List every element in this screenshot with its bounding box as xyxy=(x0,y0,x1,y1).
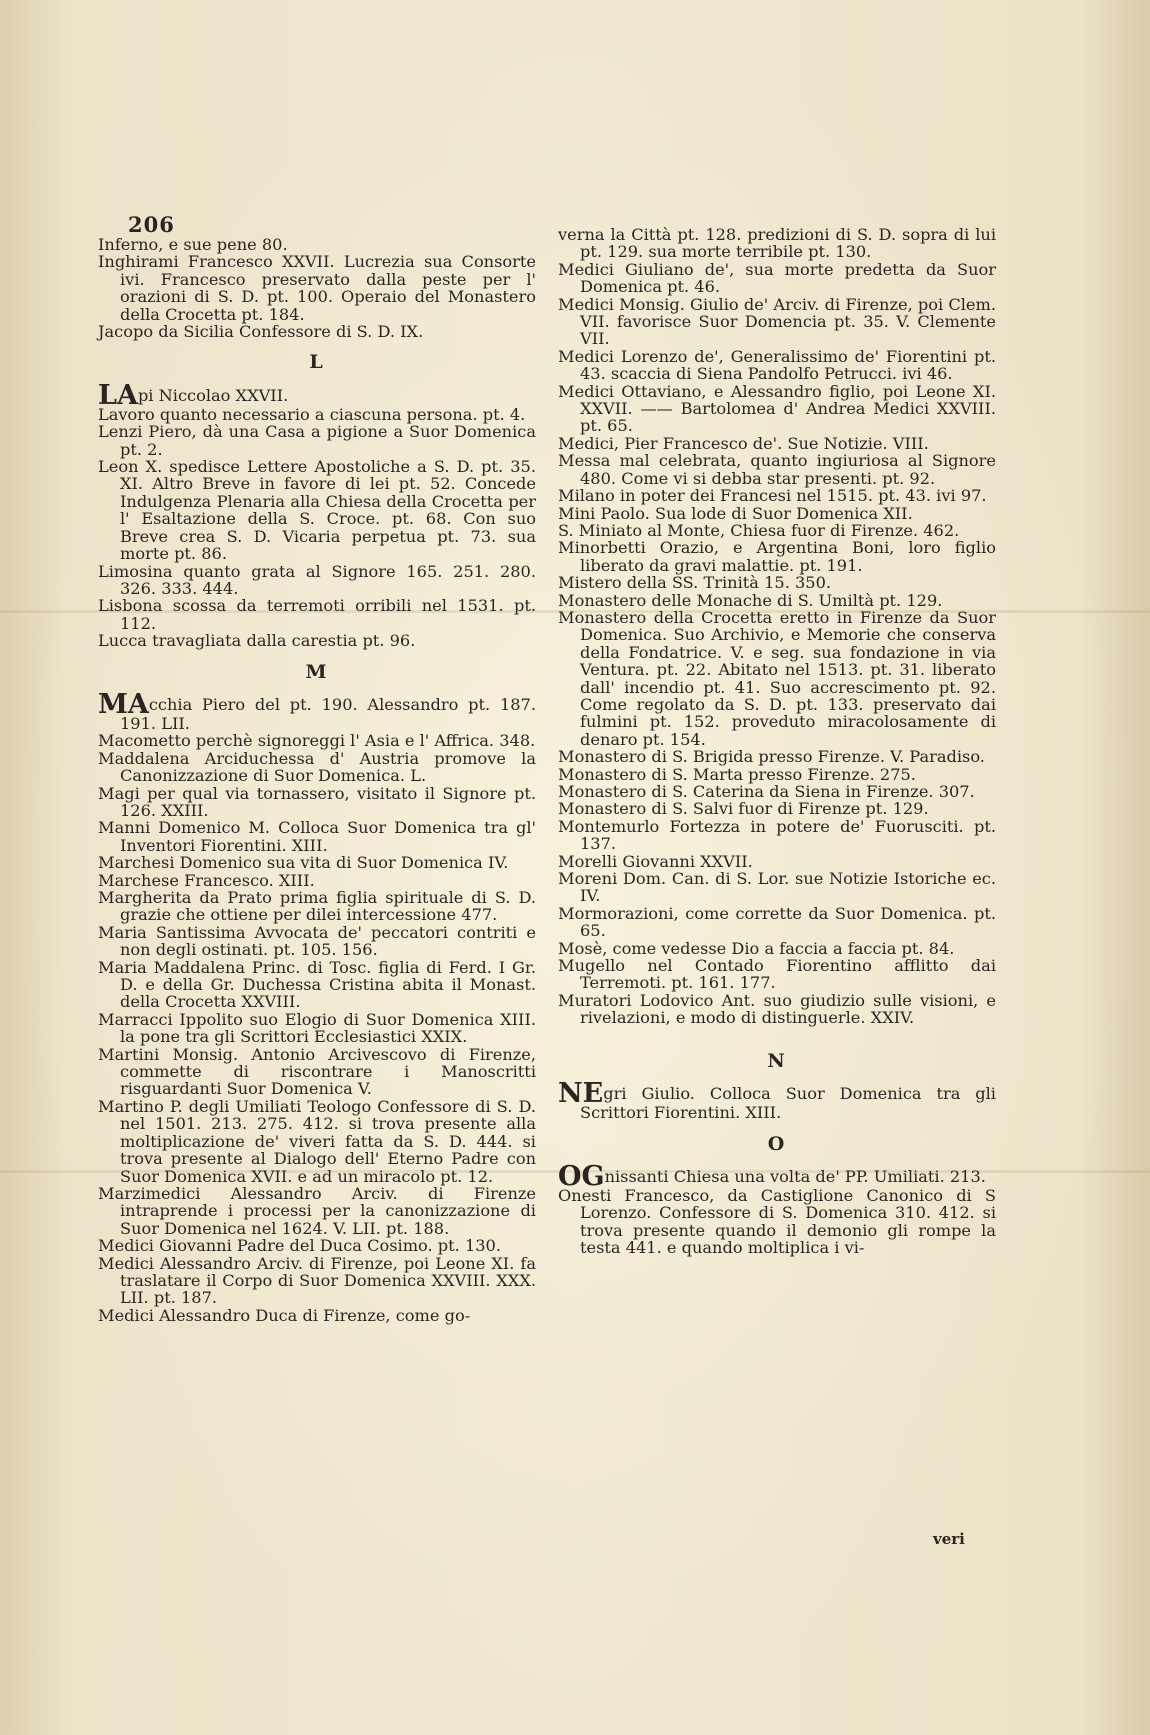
index-entry: Mugello nel Contado Fiorentino afflitto dai Terremoti. pt. 161. 177. xyxy=(558,956,996,993)
index-entry: Macometto perchè signoreggi l' Asia e l' Affrica. 348. xyxy=(98,731,536,751)
initial-cap: MA xyxy=(98,688,149,720)
index-entry: Medici Alessandro Duca di Firenze, come go- xyxy=(98,1305,471,1325)
index-entry: Leon X. spedisce Lettere Apostoliche a S. D. pt. 35. XI. Altro Breve in favore di lei pt. 52. Concede Indulgenza Plenaria alla Chiesa della Crocetta per l' Esaltazione della S. Croce. pt. 68. Con suo Breve crea S. D. Vicaria perpetua pt. 73. sua morte pt. 86. xyxy=(98,457,536,564)
index-entry: Inghirami Francesco XXVII. Lucrezia sua Consorte ivi. Francesco preservato dalla peste per l' orazioni di S. D. pt. 100. Operaio del Monastero della Crocetta pt. 184. xyxy=(98,252,536,324)
index-entry: Mosè, come vedesse Dio a faccia a faccia pt. 84. xyxy=(558,938,955,958)
index-entry: Marchesi Domenico sua vita di Suor Domenica IV. xyxy=(98,853,509,873)
page-number: 206 xyxy=(128,212,175,237)
index-entry: Marchese Francesco. XIII. xyxy=(98,870,315,890)
index-entry: Magi per qual via tornassero, visitato il Signore pt. 126. XXIII. xyxy=(98,783,536,820)
index-entry: Lucca travagliata dalla carestia pt. 96. xyxy=(98,631,416,651)
entry-text: pi Niccolao XXVII. xyxy=(137,385,289,405)
section-letter-n: N xyxy=(767,1049,787,1072)
index-entry xyxy=(98,379,536,411)
index-entry: Monastero delle Monache di S. Umiltà pt. 129. xyxy=(558,590,943,610)
index-entry: S. Miniato al Monte, Chiesa fuor di Firenze. 462. xyxy=(558,520,960,540)
index-entry: Montemurlo Fortezza in potere de' Fuorusciti. pt. 137. xyxy=(558,816,996,854)
index-entry: Medici Monsig. Giulio de' Arciv. di Firenze, poi Clem. VII. favorisce Suor Domencia pt. 35. V. Clemente VII. xyxy=(558,294,996,349)
initial-cap: LA xyxy=(98,379,138,411)
index-entry: Minorbetti Orazio, e Argentina Boni, loro figlio liberato da gravi malattie. pt. 191. xyxy=(558,538,996,575)
index-entry: Maria Santissima Avvocata de' peccatori contriti e non degli ostinati. pt. 105. 156. xyxy=(98,922,536,960)
index-entry xyxy=(558,1078,996,1123)
section-letter-m: M xyxy=(305,660,329,683)
section-letter-o: O xyxy=(767,1132,787,1155)
index-entry xyxy=(98,688,536,733)
index-entry: Martini Monsig. Antonio Arcivescovo di Firenze, commette di riscontrare i Manoscritti risguardanti Suor Domenica V. xyxy=(98,1044,536,1099)
index-entry: Muratori Lodovico Ant. suo giudizio sulle visioni, e rivelazioni, e modo di distinguerle. XXIV. xyxy=(558,990,996,1028)
index-entry: Marracci Ippolito suo Elogio di Suor Domenica XIII. la pone tra gli Scrittori Ecclesiastici XXIX. xyxy=(98,1009,536,1047)
index-entry: Monastero di S. Salvi fuor di Firenze pt. 129. xyxy=(558,799,929,819)
index-entry: Maddalena Arciduchessa d' Austria promove la Canonizzazione di Suor Domenica. L. xyxy=(98,748,536,786)
index-entry xyxy=(558,1160,996,1192)
index-entry: Milano in poter dei Francesi nel 1515. pt. 43. ivi 97. xyxy=(558,486,987,506)
right-column xyxy=(558,226,996,1257)
index-entry: Monastero della Crocetta eretto in Firenze da Suor Domenica. Suo Archivio, e Memorie che conserva della Fondatrice. V. e seg. sua fondazione in via Ventura. pt. 22. Abitato nel 1513. pt. 31. liberato dall' incendio pt. 41. Suo accrescimento pt. 92. Come regolato da S. D. pt. 133. preservato dai fulmini pt. 152. proveduto miracolosamente di denaro pt. 154. xyxy=(558,607,996,749)
index-entry: Medici Giovanni Padre del Duca Cosimo. pt. 130. xyxy=(98,1236,501,1256)
index-entry: Inferno, e sue pene 80. xyxy=(98,235,288,254)
entry-text: cchia Piero del pt. 190. Alessandro pt. 187. 191. LII. xyxy=(120,694,536,733)
index-entry: Limosina quanto grata al Signore 165. 251. 280. 326. 333. 444. xyxy=(98,561,536,598)
index-entry: Lenzi Piero, dà una Casa a pigione a Suor Domenica pt. 2. xyxy=(98,422,536,459)
entry-text: nissanti Chiesa una volta de' PP. Umiliati. 213. xyxy=(604,1166,986,1186)
initial-cap: OG xyxy=(558,1160,605,1192)
index-entry: Medici, Pier Francesco de'. Sue Notizie. VIII. xyxy=(558,433,929,453)
index-entry: Monastero di S. Caterina da Siena in Firenze. 307. xyxy=(558,782,975,801)
catchword: veri xyxy=(933,1530,965,1548)
index-entry: Maria Maddalena Princ. di Tosc. figlia di Ferd. I Gr. D. e della Gr. Duchessa Cristina abita il Monast. della Crocetta XXVIII. xyxy=(98,957,536,1012)
index-entry: Margherita da Prato prima figlia spirituale di S. D. grazie che ottiene per dilei intercessione 477. xyxy=(98,888,536,925)
index-entry: Morelli Giovanni XXVII. xyxy=(558,851,753,871)
index-entry: Monastero di S. Brigida presso Firenze. V. Paradiso. xyxy=(558,747,985,767)
index-entry: Mormorazioni, come corrette da Suor Domenica. pt. 65. xyxy=(558,903,996,941)
index-entry: Moreni Dom. Can. di S. Lor. sue Notizie Istoriche ec. IV. xyxy=(558,869,996,906)
index-entry: Mini Paolo. Sua lode di Suor Domenica XII. xyxy=(558,503,913,523)
index-entry: Mistero della SS. Trinità 15. 350. xyxy=(558,573,832,593)
index-entry: Medici Giuliano de', sua morte predetta da Suor Domenica pt. 46. xyxy=(558,259,996,297)
index-entry: Lisbona scossa da terremoti orribili nel 1531. pt. 112. xyxy=(98,596,536,633)
section-letter-l: L xyxy=(309,351,325,374)
index-entry: Manni Domenico M. Colloca Suor Domenica tra gl' Inventori Fiorentini. XIII. xyxy=(98,818,536,855)
entry-text: gri Giulio. Colloca Suor Domenica tra gli Scrittori Fiorentini. XIII. xyxy=(580,1084,996,1123)
index-entry: Medici Ottaviano, e Alessandro figlio, poi Leone XI. XXVII. —— Bartolomea d' Andrea Medici XXVIII. pt. 65. xyxy=(558,381,996,436)
index-entry: Medici Lorenzo de', Generalissimo de' Fiorentini pt. 43. scaccia di Siena Pandolfo Petrucci. ivi 46. xyxy=(558,346,996,384)
initial-cap: NE xyxy=(558,1078,604,1110)
index-entry: Monastero di S. Marta presso Firenze. 275. xyxy=(558,764,916,784)
index-entry: Jacopo da Sicilia Confessore di S. D. IX. xyxy=(98,322,424,342)
index-entry: Onesti Francesco, da Castiglione Canonico di S Lorenzo. Confessore di S. Domenica 310. 412. si trova presente quando il demonio gli rompe la testa 441. e quando moltiplica i vi- xyxy=(558,1185,996,1258)
index-entry: Marzimedici Alessandro Arciv. di Firenze intraprende i processi per la canonizzazione di Suor Domenica nel 1624. V. LII. pt. 188. xyxy=(98,1183,536,1238)
index-entry: Martino P. degli Umiliati Teologo Confessore di S. D. nel 1501. 213. 275. 412. si trova presente alla moltiplicazione de' viveri fatta da S. D. 444. si trova presente al Dialogo dell' Eterno Padre con Suor Domenica XVII. e ad un miracolo pt. 12. xyxy=(98,1096,536,1186)
index-entry: Messa mal celebrata, quanto ingiuriosa al Signore 480. Come vi si debba star presenti. pt. 92. xyxy=(558,451,996,488)
index-entry: Medici Alessandro Arciv. di Firenze, poi Leone XI. fa traslatare il Corpo di Suor Domenica XXVIII. XXX. LII. pt. 187. xyxy=(98,1253,536,1308)
index-entry: verna la Città pt. 128. predizioni di S. D. sopra di lui pt. 129. sua morte terribile pt. 130. xyxy=(558,225,996,262)
left-column xyxy=(98,236,536,1324)
index-entry: Lavoro quanto necessario a ciascuna persona. pt. 4. xyxy=(98,404,526,424)
